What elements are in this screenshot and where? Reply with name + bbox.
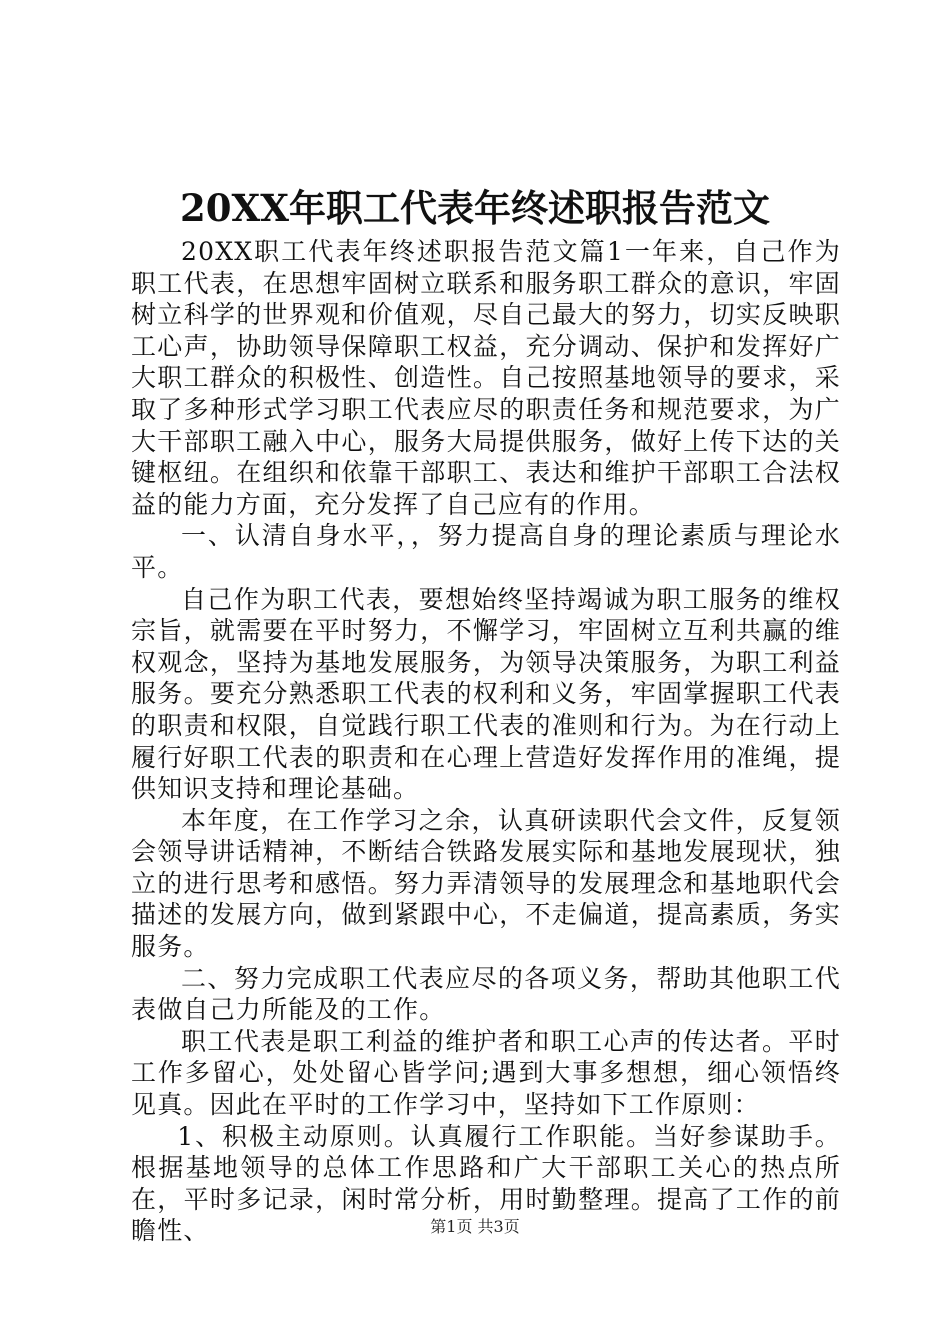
document-title: 20XX年职工代表年终述职报告范文: [180, 186, 770, 230]
paragraph-intro: 20XX职工代表年终述职报告范文篇1一年来，自己作为职工代表，在思想牢固树立联系和服务职工群众的意识，牢固树立科学的世界观和价值观，尽自己最大的努力，切实反映职工心声，协助领导保障职工权益，充分调动、保护和发挥好广大职工群众的积极性、创造性。自己按照基地领导的要求，采取了多种形式学习职工代表应尽的职责任务和规范要求，为广大干部职工融入中心，服务大局提供服务，做好上传下达的关键枢纽。在组织和依靠干部职工、表达和维护干部职工合法权益的能力方面，充分发挥了自己应有的作用。: [131, 237, 841, 519]
paragraph-heading-2: 二、努力完成职工代表应尽的各项义务，帮助其他职工代表做自己力所能及的工作。: [131, 963, 841, 1025]
paragraph-heading-1: 一、认清自身水平，，努力提高自身的理论素质与理论水平。: [131, 521, 841, 582]
paragraph-study: 本年度，在工作学习之余，认真研读职代会文件，反复领会领导讲话精神，不断结合铁路发展实际和基地发展现状，独立的进行思考和感悟。努力弄清领导的发展理念和基地职代会描述的发展方向，做到紧跟中心，不走偏道，提高素质，务实服务。: [131, 805, 841, 962]
page-footer: 第1页 共3页: [430, 1217, 520, 1236]
paragraph-principles: 职工代表是职工利益的维护者和职工心声的传达者。平时工作多留心，处处留心皆学问;遇到大事多想想，细心领悟终见真。因此在平时的工作学习中，坚持如下工作原则：: [131, 1026, 841, 1120]
document-body: [131, 236, 841, 1247]
paragraph-duty: 自己作为职工代表，要想始终坚持竭诚为职工服务的维权宗旨，就需要在平时努力，不懈学习，牢固树立互利共赢的维权观念，坚持为基地发展服务，为领导决策服务，为职工利益服务。要充分熟悉职工代表的权利和义务，牢固掌握职工代表的职责和权限，自觉践行职工代表的准则和行为。为在行动上履行好职工代表的职责和在心理上营造好发挥作用的准绳，提供知识支持和理论基础。: [131, 584, 841, 804]
paragraph-principle-1: 1、积极主动原则。认真履行工作职能。当好参谋助手。根据基地领导的总体工作思路和广大干部职工关心的热点所在，平时多记录，闲时常分析，用时勤整理。提高了工作的前瞻性、: [131, 1121, 841, 1246]
